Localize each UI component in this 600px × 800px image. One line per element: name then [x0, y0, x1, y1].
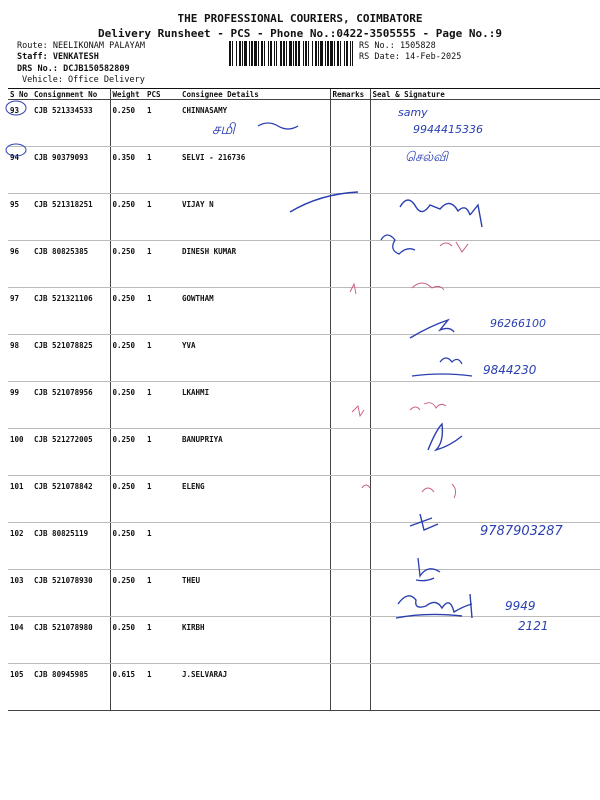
cell-consignee: THEU [180, 570, 330, 617]
barcode-bar [330, 41, 333, 66]
cell-remarks [330, 194, 370, 241]
cell-weight: 0.250 [110, 194, 145, 241]
table-row [8, 194, 600, 241]
cell-signature [370, 429, 600, 476]
cell-remarks [330, 100, 370, 147]
cell-consignee [180, 523, 330, 570]
barcode-bar [344, 41, 345, 66]
barcode-bar [258, 41, 259, 66]
table-row [8, 382, 600, 429]
barcode-bar [352, 41, 353, 66]
cell-remarks [330, 570, 370, 617]
cell-remarks [330, 523, 370, 570]
cell-pcs: 1 [145, 194, 180, 241]
table-row [8, 476, 600, 523]
cell-signature [370, 147, 600, 194]
drs-line [17, 64, 130, 74]
cell-pcs: 1 [145, 429, 180, 476]
cell-weight: 0.250 [110, 523, 145, 570]
table-row [8, 147, 600, 194]
staff-label: Staff: [17, 52, 48, 62]
signature-tamil: செல்வி [405, 150, 448, 165]
cell-weight: 0.250 [110, 617, 145, 664]
header-remarks: Remarks [330, 89, 370, 100]
barcode-bar [340, 41, 341, 66]
handwritten-phone: 96266100 [490, 317, 546, 330]
cell-consignment-no: CJB 521078825 [32, 335, 110, 382]
cell-sno: 95 [8, 194, 32, 241]
cell-remarks [330, 476, 370, 523]
header-signature: Seal & Signature [370, 89, 600, 100]
signature-samy: samy [398, 106, 428, 119]
cell-signature [370, 241, 600, 288]
cell-pcs: 1 [145, 570, 180, 617]
table-row [8, 100, 600, 147]
table-row [8, 664, 600, 711]
cell-sno: 100 [8, 429, 32, 476]
table-row [8, 523, 600, 570]
barcode-bar [268, 41, 269, 66]
barcode-bar [318, 41, 319, 66]
cell-consignment-no: CJB 90379093 [32, 147, 110, 194]
cell-remarks [330, 382, 370, 429]
cell-consignee: BANUPRIYA [180, 429, 330, 476]
table-row [8, 335, 600, 382]
route-label: Route: NEELIKONAM PALAYAM [17, 41, 145, 51]
cell-consignee: CHINNASAMY [180, 100, 330, 147]
barcode-bar [274, 41, 275, 66]
barcode-bar [312, 41, 313, 66]
cell-signature [370, 382, 600, 429]
drs-label: DRS No.: [17, 64, 58, 74]
cell-sno: 99 [8, 382, 32, 429]
header-consignee: Consignee Details [180, 89, 330, 100]
cell-sno: 103 [8, 570, 32, 617]
cell-weight: 0.250 [110, 241, 145, 288]
cell-pcs: 1 [145, 382, 180, 429]
barcode-bar [293, 41, 294, 66]
cell-consignment-no: CJB 80945985 [32, 664, 110, 711]
handwritten-phone: 9787903287 [480, 524, 563, 539]
cell-weight: 0.250 [110, 288, 145, 335]
cell-sno: 94 [8, 147, 32, 194]
cell-remarks [330, 241, 370, 288]
cell-signature [370, 476, 600, 523]
table-row [8, 288, 600, 335]
cell-remarks [330, 335, 370, 382]
barcode-bar [264, 41, 265, 66]
cell-consignee: SELVI - 216736 [180, 147, 330, 194]
cell-pcs: 1 [145, 100, 180, 147]
cell-consignment-no: CJB 521321106 [32, 288, 110, 335]
runsheet-table [8, 89, 600, 711]
cell-signature [370, 570, 600, 617]
barcode-bar [242, 41, 243, 66]
barcode-image [229, 41, 355, 66]
barcode-bar [280, 41, 282, 66]
cell-signature [370, 617, 600, 664]
cell-sno: 93 [8, 100, 32, 147]
barcode-bar [308, 41, 309, 66]
cell-consignee: KIRBH [180, 617, 330, 664]
cell-consignment-no: CJB 521272005 [32, 429, 110, 476]
barcode-bar [289, 41, 292, 66]
barcode-bar [346, 41, 348, 66]
barcode-bar [249, 41, 250, 66]
drs-value: DCJB150582809 [63, 64, 130, 74]
handwritten-number: 9949 [505, 599, 536, 613]
cell-sno: 102 [8, 523, 32, 570]
vehicle-label: Vehicle: Office Delivery [22, 75, 145, 85]
barcode-bar [283, 41, 285, 66]
cell-sno: 98 [8, 335, 32, 382]
cell-weight: 0.615 [110, 664, 145, 711]
cell-weight: 0.250 [110, 335, 145, 382]
cell-weight: 0.250 [110, 570, 145, 617]
barcode-bar [270, 41, 272, 66]
rs-number: RS No.: 1505828 [359, 41, 436, 51]
barcode-bar [305, 41, 307, 66]
cell-sno: 105 [8, 664, 32, 711]
cell-weight: 0.250 [110, 100, 145, 147]
cell-pcs: 1 [145, 476, 180, 523]
cell-signature [370, 194, 600, 241]
cell-sno: 97 [8, 288, 32, 335]
barcode-bar [239, 41, 241, 66]
barcode-bar [337, 41, 339, 66]
barcode-bar [244, 41, 247, 66]
cell-consignee: VIJAY N [180, 194, 330, 241]
cell-pcs: 1 [145, 241, 180, 288]
cell-weight: 0.250 [110, 382, 145, 429]
header-pcs: PCS [145, 89, 180, 100]
cell-remarks [330, 617, 370, 664]
cell-consignment-no: CJB 521318251 [32, 194, 110, 241]
barcode-bar [298, 41, 300, 66]
cell-consignee: J.SELVARAJ [180, 664, 330, 711]
cell-signature [370, 288, 600, 335]
cell-consignment-no: CJB 521078956 [32, 382, 110, 429]
cell-remarks [330, 147, 370, 194]
barcode-bar [286, 41, 287, 66]
cell-consignee: YVA [180, 335, 330, 382]
cell-pcs: 1 [145, 523, 180, 570]
cell-sno: 101 [8, 476, 32, 523]
cell-consignment-no: CJB 521334533 [32, 100, 110, 147]
barcode-bar [229, 41, 231, 66]
barcode-bar [276, 41, 277, 66]
handwritten-name-tamil: சமி [212, 120, 236, 138]
table-row [8, 617, 600, 664]
barcode-bar [236, 41, 237, 66]
barcode-bar [325, 41, 326, 66]
cell-consignee: LKAHMI [180, 382, 330, 429]
handwritten-phone: 9844230 [483, 363, 537, 377]
cell-signature [370, 523, 600, 570]
cell-consignee: DINESH KUMAR [180, 241, 330, 288]
table-header-row [8, 89, 600, 100]
staff-line [17, 52, 99, 62]
header-sno: S No [8, 89, 32, 100]
barcode-bar [350, 41, 351, 66]
cell-consignee: ELENG [180, 476, 330, 523]
cell-pcs: 1 [145, 335, 180, 382]
staff-value: VENKATESH [52, 52, 99, 62]
cell-weight: 0.250 [110, 476, 145, 523]
cell-remarks [330, 664, 370, 711]
cell-weight: 0.350 [110, 147, 145, 194]
cell-weight: 0.250 [110, 429, 145, 476]
cell-pcs: 1 [145, 288, 180, 335]
cell-consignment-no: CJB 80825119 [32, 523, 110, 570]
barcode-bar [320, 41, 323, 66]
cell-signature [370, 335, 600, 382]
cell-consignment-no: CJB 521078980 [32, 617, 110, 664]
barcode-bar [327, 41, 329, 66]
cell-pcs: 1 [145, 617, 180, 664]
cell-consignment-no: CJB 521078842 [32, 476, 110, 523]
runsheet-subtitle: Delivery Runsheet - PCS - Phone No.:0422-3505555 - Page No.:9 [98, 27, 502, 40]
barcode-bar [295, 41, 297, 66]
header-weight: Weight [110, 89, 145, 100]
cell-sno: 104 [8, 617, 32, 664]
cell-pcs: 1 [145, 664, 180, 711]
cell-remarks [330, 288, 370, 335]
cell-consignment-no: CJB 80825385 [32, 241, 110, 288]
barcode-bar [334, 41, 335, 66]
barcode-bar [315, 41, 317, 66]
table-row [8, 241, 600, 288]
cell-remarks [330, 429, 370, 476]
table-row [8, 570, 600, 617]
rs-date: RS Date: 14-Feb-2025 [359, 52, 462, 62]
header-consignment: Consignment No [32, 89, 110, 100]
barcode-bar [232, 41, 233, 66]
handwritten-number: 2121 [518, 619, 549, 633]
barcode-bar [254, 41, 257, 66]
cell-sno: 96 [8, 241, 32, 288]
cell-consignment-no: CJB 521078930 [32, 570, 110, 617]
barcode-bar [251, 41, 253, 66]
barcode-bar [303, 41, 304, 66]
company-title: THE PROFESSIONAL COURIERS, COIMBATORE [177, 12, 423, 25]
cell-signature [370, 664, 600, 711]
cell-signature [370, 100, 600, 147]
table-row [8, 429, 600, 476]
cell-consignee: GOWTHAM [180, 288, 330, 335]
cell-pcs: 1 [145, 147, 180, 194]
handwritten-phone: 9944415336 [413, 123, 483, 136]
barcode-bar [261, 41, 263, 66]
